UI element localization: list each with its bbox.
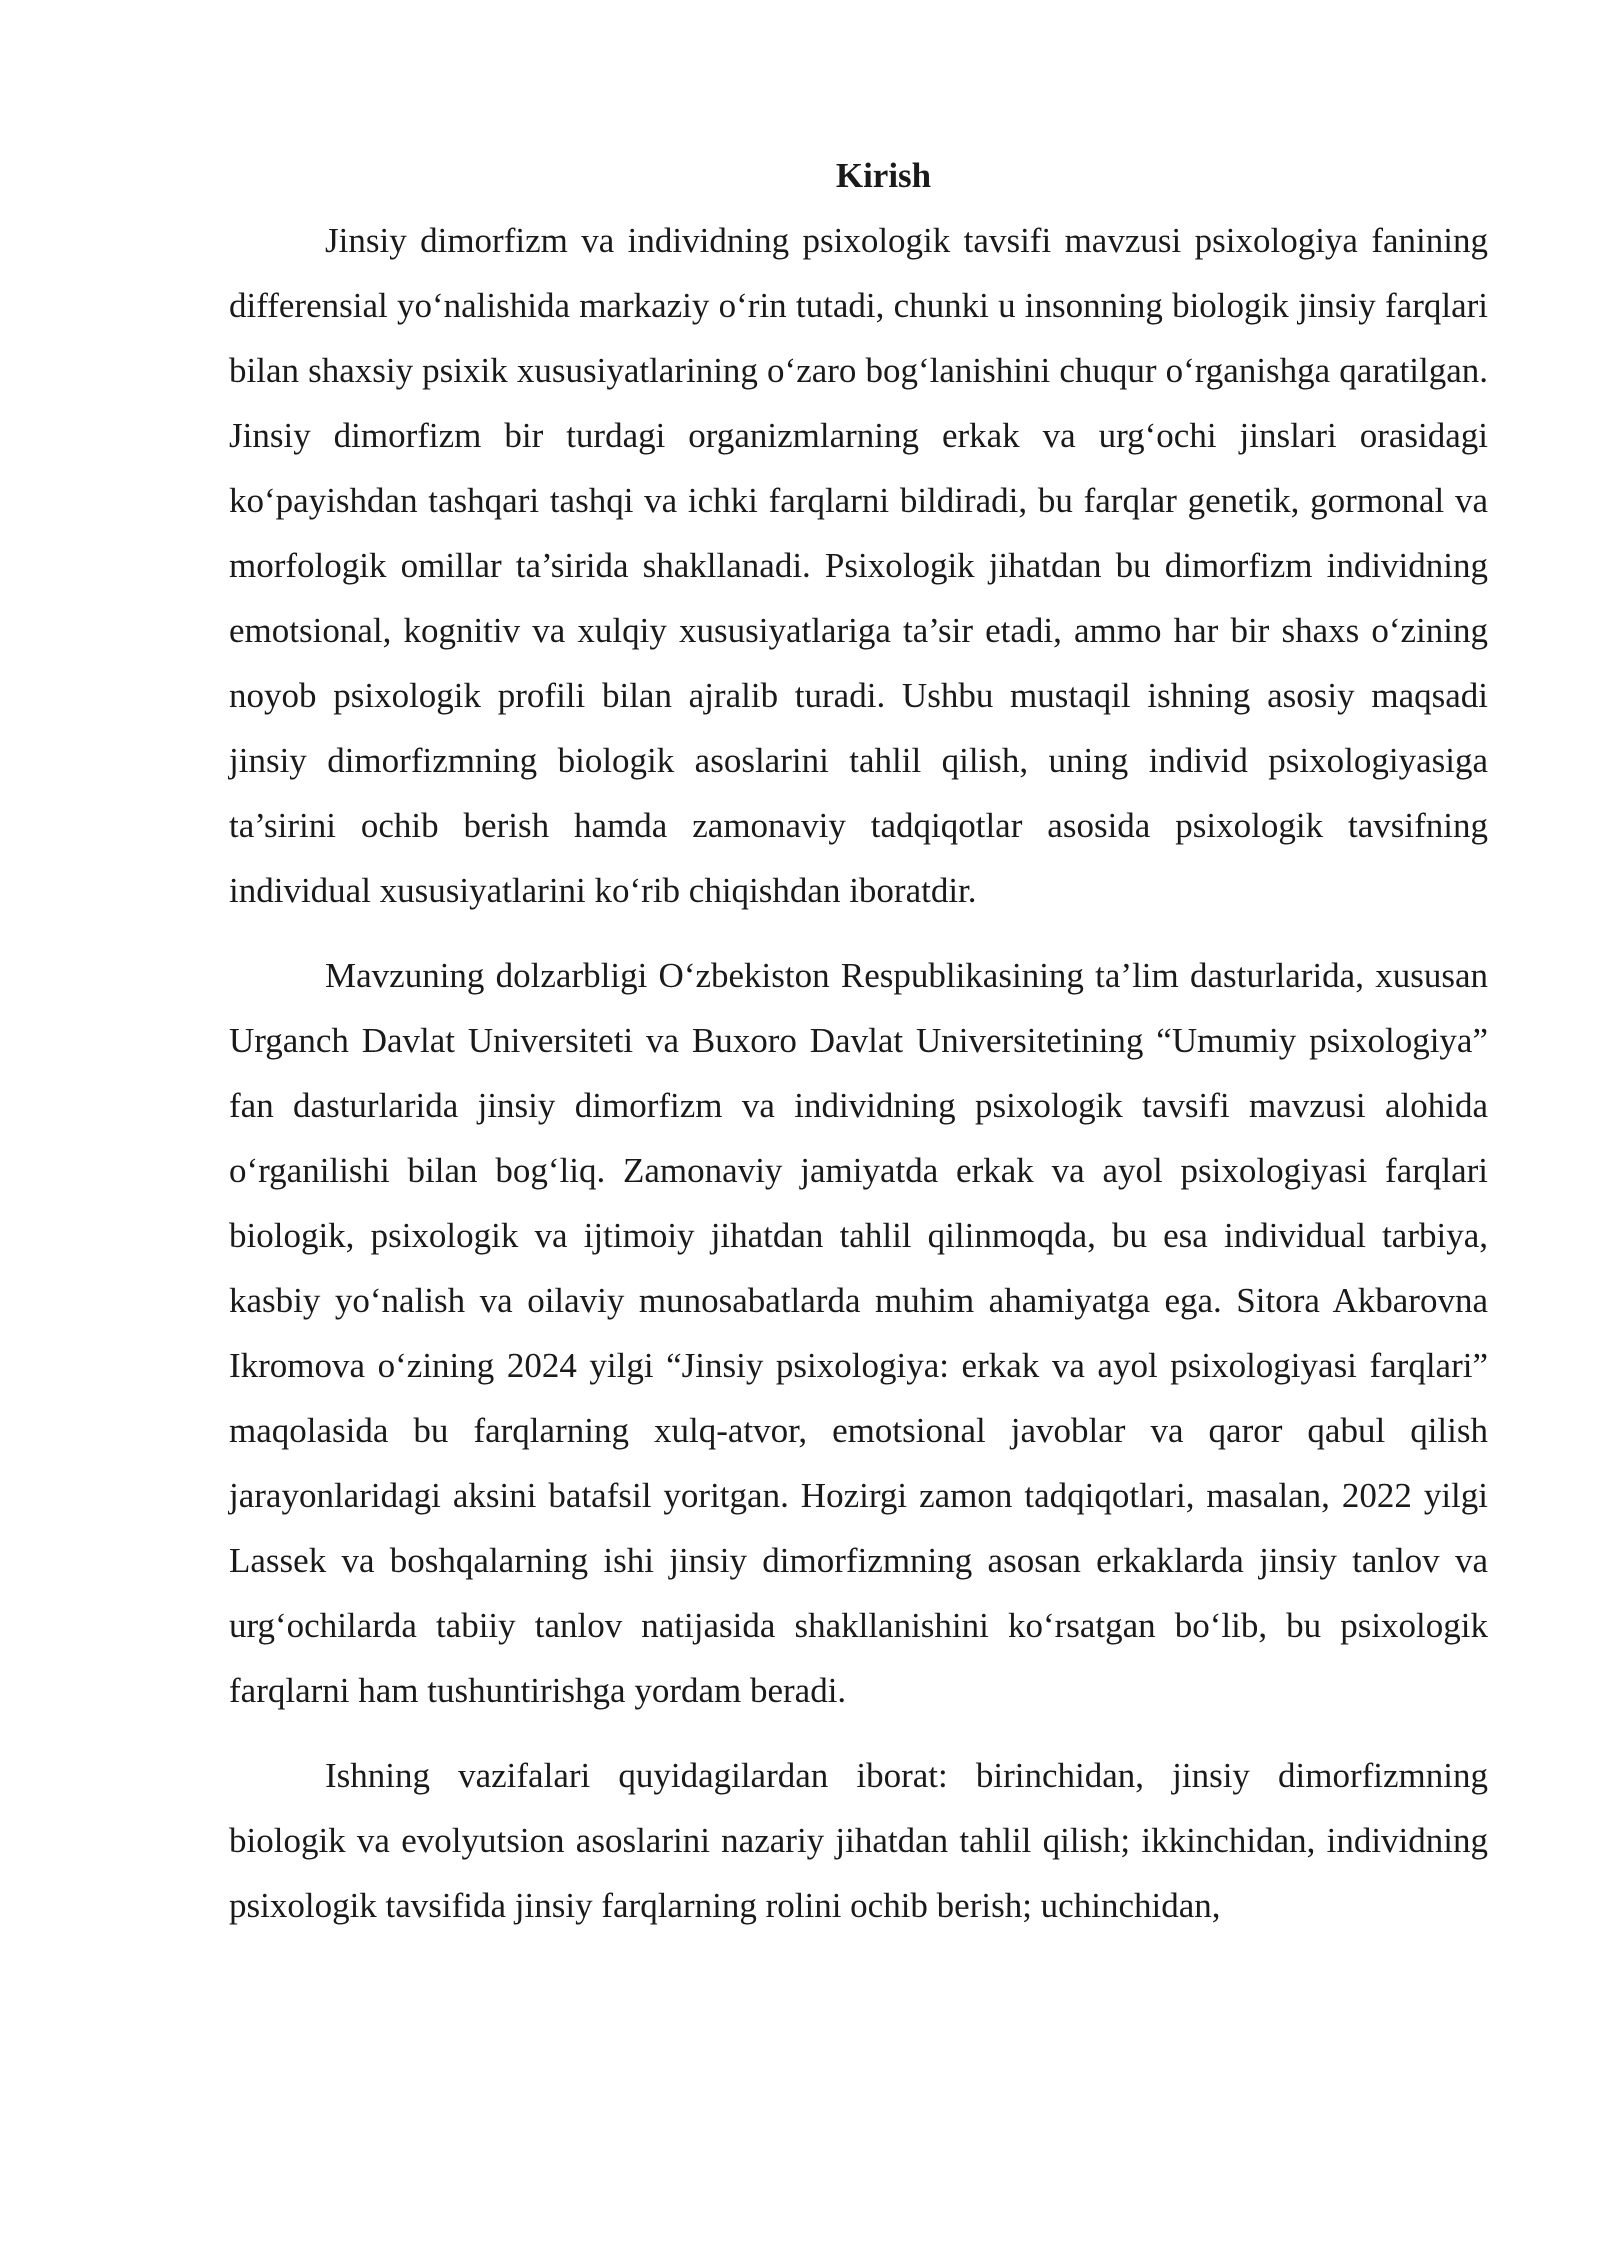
paragraph-intro: Jinsiy dimorfizm va individning psixologik tavsifi mavzusi psixologiya fanining differensial yo‘nalishida markaziy o‘rin tutadi, chunki u insonning biologik jinsiy farqlari bilan shaxsiy psixik xususiyatlarining o‘zaro bog‘lanishini chuqur o‘rganishga qaratilgan. Jinsiy dimorfizm bir turdagi organizmlarning erkak va urg‘ochi jinslari orasidagi ko‘payishdan tashqari tashqi va ichki farqlarni bildiradi, bu farqlar genetik, gormonal va morfologik omillar ta’sirida shakllanadi. Psixologik jihatdan bu dimorfizm individning emotsional, kognitiv va xulqiy xususiyatlariga ta’sir etadi, ammo har bir shaxs o‘zining noyob psixologik profili bilan ajralib turadi. Ushbu mustaqil ishning asosiy maqsadi jinsiy dimorfizmning biologik asoslarini tahlil qilish, uning individ psixologiyasiga ta’sirini ochib berish hamda zamonaviy tadqiqotlar asosida psixologik tavsifning individual xususiyatlarini ko‘rib chiqishdan iboratdir. <box>229 221 1488 910</box>
paragraph-relevance: Mavzuning dolzarbligi O‘zbekiston Respublikasining ta’lim dasturlarida, xususan Urganch Davlat Universiteti va Buxoro Davlat Universitetining “Umumiy psixologiya” fan dasturlarida jinsiy dimorfizm va individning psixologik tavsifi mavzusi alohida o‘rganilishi bilan bog‘liq. Zamonaviy jamiyatda erkak va ayol psixologiyasi farqlari biologik, psixologik va ijtimoiy jihatdan tahlil qilinmoqda, bu esa individual tarbiya, kasbiy yo‘nalish va oilaviy munosabatlarda muhim ahamiyatga ega. Sitora Akbarovna Ikromova o‘zining 2024 yilgi “Jinsiy psixologiya: erkak va ayol psixologiyasi farqlari” maqolasida bu farqlarning xulq-atvor, emotsional javoblar va qaror qabul qilish jarayonlaridagi aksini batafsil yoritgan. Hozirgi zamon tadqiqotlari, masalan, 2022 yilgi Lassek va boshqalarning ishi jinsiy dimorfizmning asosan erkaklarda jinsiy tanlov va urg‘ochilarda tabiiy tanlov natijasida shakllanishini ko‘rsatgan bo‘lib, bu psixologik farqlarni ham tushuntirishga yordam beradi. <box>229 956 1488 1710</box>
section-title: Kirish <box>835 156 932 195</box>
document-page <box>229 150 1488 1958</box>
paragraph-tasks: Ishning vazifalari quyidagilardan iborat: birinchidan, jinsiy dimorfizmning biologik va evolyutsion asoslarini nazariy jihatdan tahlil qilish; ikkinchidan, individning psixologik tavsifida jinsiy farqlarning rolini ochib berish; uchinchidan, <box>229 1756 1488 1925</box>
